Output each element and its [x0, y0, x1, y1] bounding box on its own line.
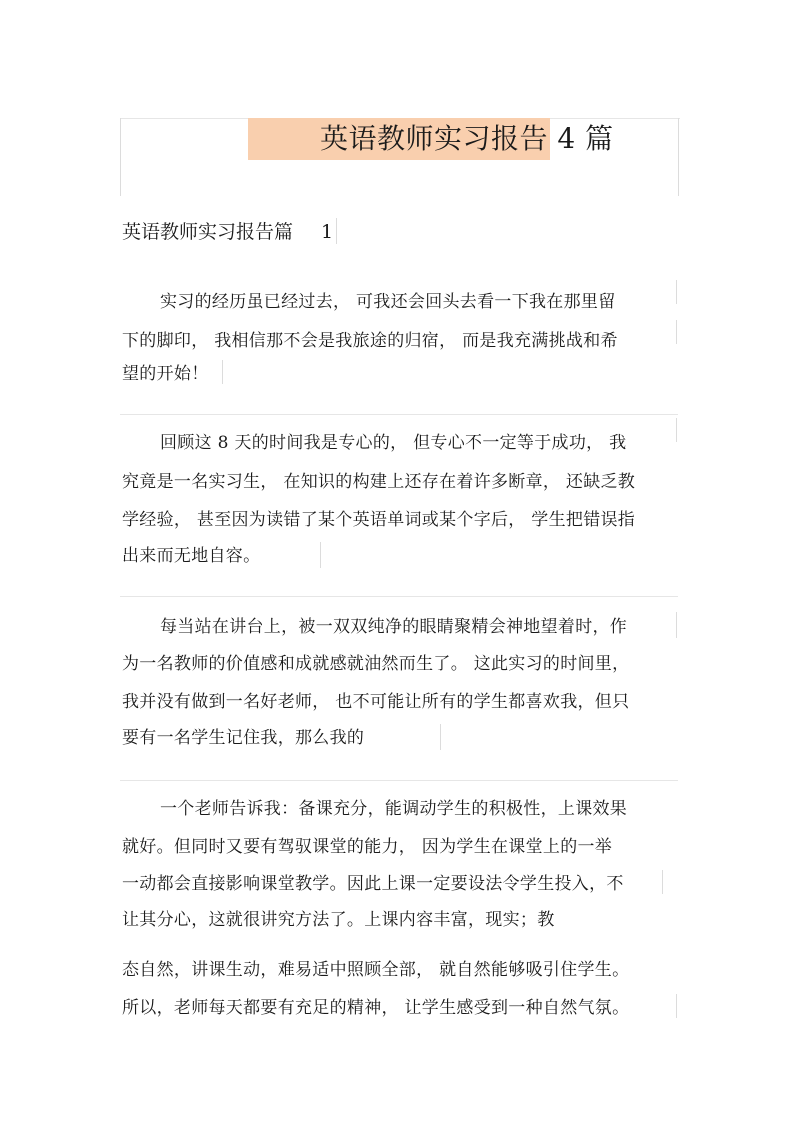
paragraph-line: 回顾这 8 天的时间我是专心的， 但专心不一定等于成功， 我	[160, 433, 627, 453]
document-title: 英语教师实习报告 4 篇	[320, 122, 614, 155]
frame-line	[120, 596, 678, 597]
frame-line	[320, 542, 321, 568]
paragraph-line: 态自然，讲课生动，难易适中照顾全部， 就自然能够吸引住学生。	[122, 960, 630, 980]
frame-line	[678, 118, 679, 196]
frame-line	[120, 118, 121, 196]
frame-line	[676, 612, 677, 638]
paragraph-line: 我并没有做到一名好老师， 也不可能让所有的学生都喜欢我，但只	[122, 692, 630, 712]
frame-line	[676, 994, 677, 1018]
section-heading-number: 1	[321, 221, 334, 243]
frame-line	[222, 360, 223, 384]
frame-line	[120, 414, 678, 415]
paragraph-line: 每当站在讲台上，被一双双纯净的眼睛聚精会神地望着时，作	[160, 617, 628, 637]
section-heading	[122, 217, 333, 247]
paragraph-line: 学经验， 甚至因为读错了某个英语单词或某个字后， 学生把错误指	[122, 510, 636, 530]
paragraph-line: 所以，老师每天都要有充足的精神， 让学生感受到一种自然气氛。	[122, 998, 630, 1018]
paragraph-line: 让其分心，这就很讲究方法了。上课内容丰富，现实；教	[122, 910, 555, 930]
paragraph-line: 出来而无地自容。	[122, 546, 261, 566]
paragraph-line: 就好。但同时又要有驾驭课堂的能力， 因为学生在课堂上的一举	[122, 837, 613, 857]
paragraph-line: 实习的经历虽已经过去， 可我还会回头去看一下我在那里留	[160, 292, 616, 312]
paragraph-line: 究竟是一名实习生， 在知识的构建上还存在着许多断章， 还缺乏教	[122, 472, 636, 492]
paragraph-line: 一动都会直接影响课堂教学。因此上课一定要设法令学生投入，不	[122, 874, 624, 894]
frame-line	[120, 780, 678, 781]
paragraph-line: 一个老师告诉我：备课充分，能调动学生的积极性，上课效果	[160, 799, 628, 819]
frame-line	[676, 320, 677, 344]
paragraph-line: 望的开始！	[122, 364, 209, 384]
frame-line	[336, 218, 337, 244]
frame-line	[676, 280, 677, 304]
section-heading-text: 英语教师实习报告篇	[122, 221, 294, 243]
paragraph-line: 下的脚印， 我相信那不会是我旅途的归宿， 而是我充满挑战和希	[122, 331, 618, 351]
frame-line	[440, 724, 441, 750]
paragraph-line: 为一名教师的价值感和成就感就油然而生了。 这此实习的时间里，	[122, 654, 630, 674]
paragraph-line: 要有一名学生记住我，那么我的	[122, 728, 365, 748]
frame-line	[676, 418, 677, 442]
frame-line	[662, 870, 663, 894]
